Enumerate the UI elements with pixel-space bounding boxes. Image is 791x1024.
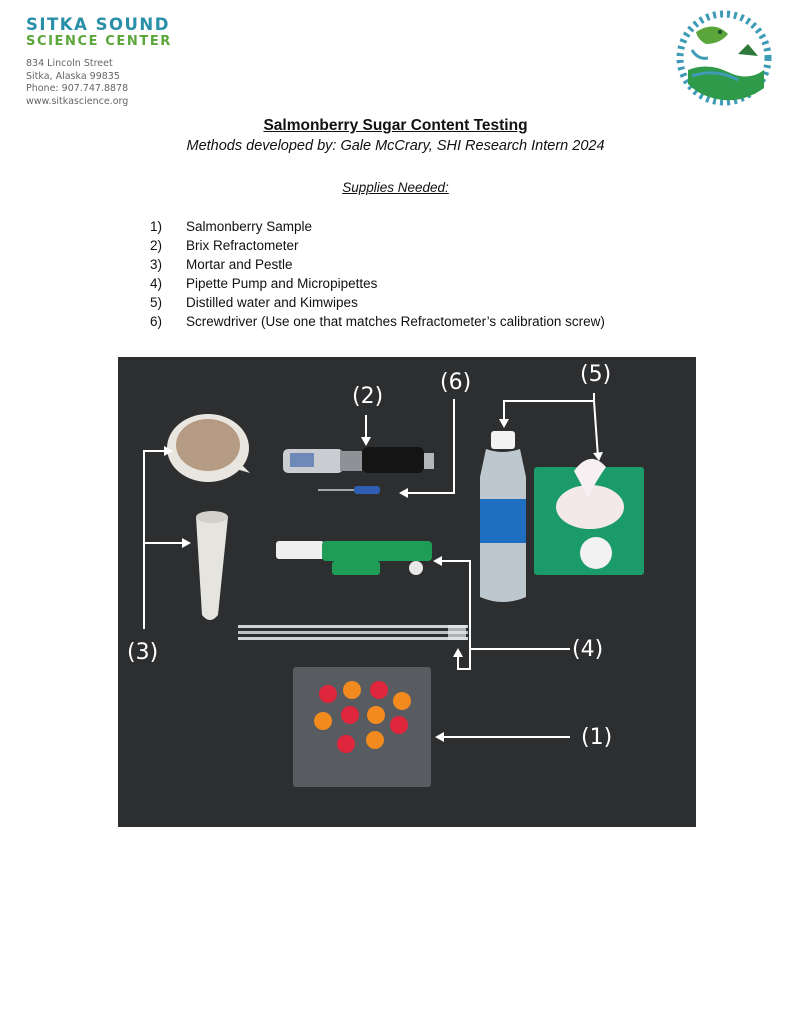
callout-label-2: (2) (352, 384, 384, 409)
org-website: www.sitkascience.org (26, 95, 129, 107)
document-subtitle: Methods developed by: Gale McCrary, SHI Research Intern 2024 (186, 138, 605, 154)
org-street: 834 Lincoln Street (26, 58, 113, 69)
org-city: Sitka, Alaska 99835 (26, 70, 120, 82)
list-item: 3) Mortar and Pestle (150, 257, 293, 272)
supplies-photo-illustration (118, 357, 696, 827)
list-item: 5) Distilled water and Kimwipes (150, 295, 358, 310)
water-bottle (480, 431, 526, 602)
salmonberry-sample (293, 667, 431, 787)
kimwipes-box (534, 459, 644, 575)
org-phone: Phone: 907.747.8878 (26, 83, 129, 94)
list-item: 1) Salmonberry Sample (150, 219, 313, 234)
document-title: Salmonberry Sugar Content Testing (263, 117, 528, 134)
org-logo-icon (668, 10, 778, 106)
micropipettes (238, 625, 468, 640)
list-item: 4) Pipette Pump and Micropipettes (150, 276, 378, 291)
callout-label-5: (5) (580, 362, 612, 387)
org-address-block (26, 58, 172, 108)
org-name-line1: SITKA SOUND (26, 15, 170, 34)
supplies-photo (118, 357, 696, 827)
callout-label-1: (1) (581, 725, 613, 750)
supplies-list (150, 217, 605, 331)
list-item: 6) Screwdriver (Use one that matches Refractometer’s calibration screw) (150, 314, 605, 329)
organization-letterhead (26, 16, 172, 108)
supplies-heading: Supplies Needed: (342, 180, 449, 195)
callout-label-4: (4) (572, 637, 604, 662)
callout-label-3: (3) (127, 640, 159, 665)
org-name-line2: SCIENCE CENTER (26, 34, 172, 49)
callout-label-6: (6) (440, 370, 472, 395)
list-item: 2) Brix Refractometer (150, 238, 299, 253)
